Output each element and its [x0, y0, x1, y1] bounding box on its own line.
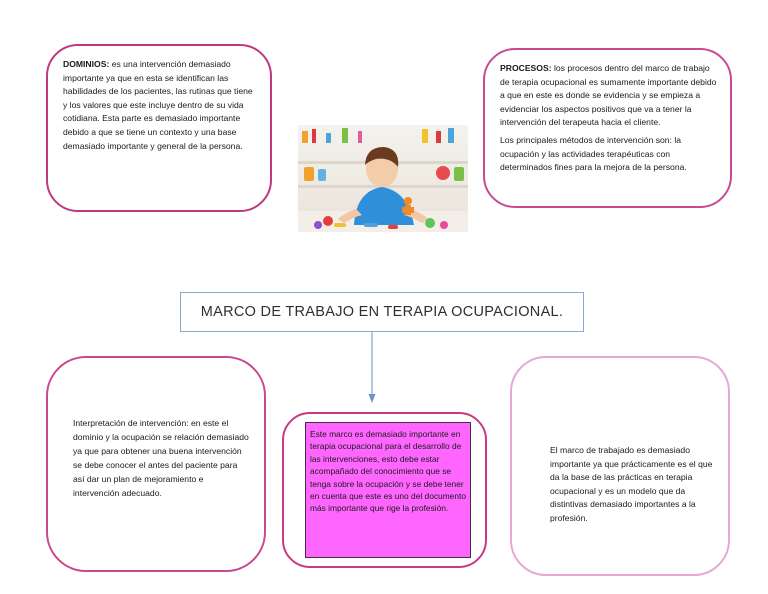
connector-arrow	[366, 332, 378, 404]
center-card	[282, 412, 487, 568]
dominios-text: es una intervención demasiado importante ya que en esta se identifican las habilidades de los pacientes, las rutinas que tiene y los valores que este incluye dentro de su vida cotidiana. Esta parte es demasiado importante debido a que se tiene un contexto y una base demasiado importante y general de la persona.	[63, 59, 253, 151]
center-highlight-box	[305, 422, 471, 558]
child-playing-photo	[298, 125, 468, 232]
center-text: Este marco es demasiado importante en terapia ocupacional para el desarrollo de las intervenciones, esto debe estar acompañado del conocimiento que se tenga sobre la ocupación y se debe tener en cuenta que este es uno del documento más importante que rige la profesión.	[310, 429, 466, 514]
interpretacion-text: Interpretación de intervención: en este el dominio y la ocupación se relación demasiado ya que para obtener una buena intervención se debe conocer el antes del paciente para así dar un plan de mejoramiento e intervención adecuado.	[73, 418, 249, 498]
dominios-paragraph	[63, 58, 258, 153]
marco-text: El marco de trabajado es demasiado importante ya que prácticamente es el que da la base de las prácticas en terapia ocupacional y es un modelo que da distintivas demasiado importantes a la profesión.	[550, 445, 713, 523]
dominios-heading: DOMINIOS:	[63, 59, 110, 69]
title-box	[180, 292, 584, 332]
procesos-heading: PROCESOS:	[500, 63, 552, 73]
procesos-paragraph	[500, 62, 718, 130]
page-title: MARCO DE TRABAJO EN TERAPIA OCUPACIONAL.	[200, 304, 564, 320]
procesos-card	[483, 48, 732, 208]
marco-card	[510, 356, 730, 576]
procesos-text: los procesos dentro del marco de trabajo de terapia ocupacional es sumamente importante debido a que en este es donde se evidencia y se empieza a evidenciar los aspectos positivos que va a tener la intervención del terapeuta hacia el cliente.	[500, 63, 717, 128]
dominios-card	[46, 44, 272, 212]
interpretacion-card	[46, 356, 266, 572]
procesos-methods-paragraph: Los principales métodos de intervención son: la ocupación y las actividades terapéuticas con determinados fines para la mejora de la persona.	[500, 134, 687, 173]
